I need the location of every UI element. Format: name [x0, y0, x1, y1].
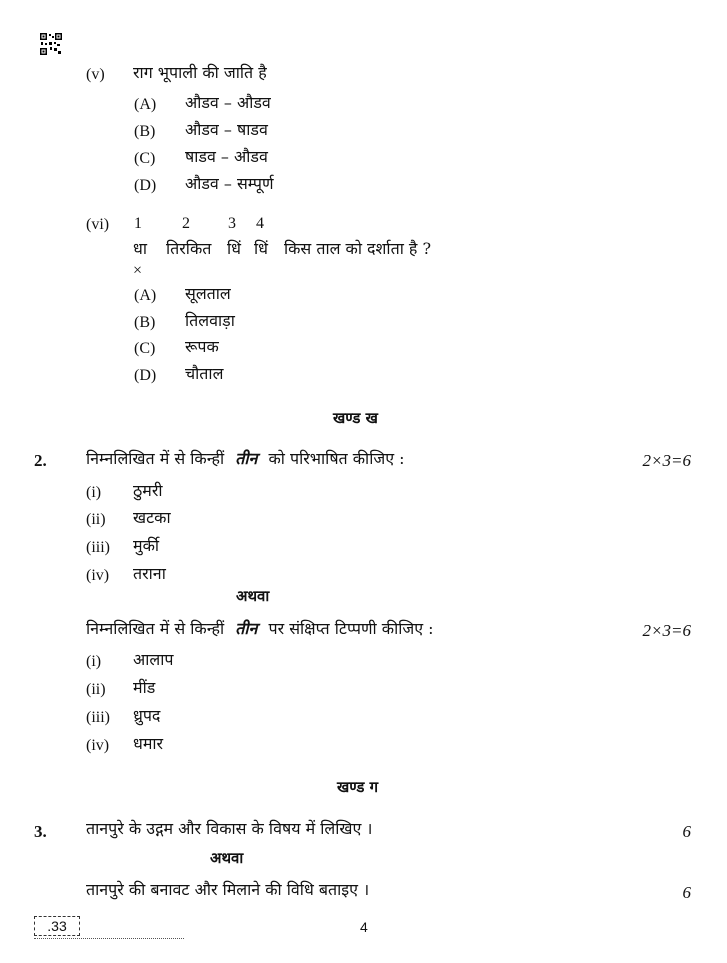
question-2-text — [86, 451, 405, 467]
item-label: (iv) — [86, 567, 110, 584]
or-label: अथवा — [210, 849, 244, 867]
beat-number: 4 — [256, 215, 264, 232]
footer-barcode-line — [34, 938, 184, 939]
bol: तिरकित — [166, 239, 212, 258]
question-2-emphasis: तीन — [235, 449, 258, 468]
beat-number: 2 — [182, 215, 190, 232]
sam-mark: × — [133, 262, 143, 279]
qr-code-icon — [40, 33, 62, 55]
option-text: षाडव – औडव — [185, 147, 268, 166]
bol: धिं — [227, 239, 241, 258]
item-label: (iii) — [86, 539, 110, 556]
question-2-pre: निम्नलिखित में से किन्हीं — [86, 449, 225, 468]
item-text: आलाप — [133, 650, 174, 669]
question-2-alt-pre: निम्नलिखित में से किन्हीं — [86, 619, 225, 638]
item-label: (ii) — [86, 681, 106, 698]
option-label: (A) — [134, 287, 157, 304]
question-3-alt-text: तानपुरे की बनावट और मिलाने की विधि बताइए । — [86, 880, 370, 899]
item-label: (ii) — [86, 511, 106, 528]
paper-code: .33 — [34, 916, 80, 936]
option-text: औडव – औडव — [185, 93, 271, 112]
item-label: (iii) — [86, 709, 110, 726]
option-text: सूलताल — [185, 284, 231, 303]
beat-number: 1 — [134, 215, 142, 232]
option-label: (C) — [134, 150, 156, 167]
option-label: (A) — [134, 96, 157, 113]
question-3-marks: 6 — [682, 822, 691, 841]
beat-number: 3 — [228, 215, 236, 232]
question-2-alt-post: पर संक्षिप्त टिप्पणी कीजिए : — [268, 619, 434, 638]
item-text: ठुमरी — [133, 481, 163, 500]
option-text: रूपक — [185, 337, 219, 356]
question-3-text: तानपुरे के उद्गम और विकास के विषय में लिखिए । — [86, 819, 373, 838]
question-vi-text: किस ताल को दर्शाता है ? — [284, 239, 432, 258]
question-2-post: को परिभाषित कीजिए : — [268, 449, 405, 468]
item-text: मुर्की — [133, 536, 160, 555]
option-text: औडव – सम्पूर्ण — [185, 174, 274, 193]
item-label: (i) — [86, 653, 102, 670]
option-label: (B) — [134, 123, 156, 140]
option-text: चौताल — [185, 364, 224, 383]
item-text: मींड — [133, 678, 156, 697]
question-vi-number: (vi) — [86, 216, 110, 233]
bol: धा — [133, 239, 147, 258]
question-3-number: 3. — [34, 822, 47, 841]
item-text: ध्रुपद — [133, 706, 161, 725]
item-label: (i) — [86, 484, 102, 501]
option-label: (C) — [134, 340, 156, 357]
page-number: 4 — [360, 919, 368, 935]
item-label: (iv) — [86, 737, 110, 754]
bol: धिं — [254, 239, 268, 258]
question-v-number: (v) — [86, 66, 105, 83]
option-text: तिलवाड़ा — [185, 311, 235, 330]
option-label: (D) — [134, 367, 157, 384]
question-v-text: राग भूपाली की जाति है — [133, 63, 267, 82]
item-text: खटका — [133, 508, 171, 527]
question-2-marks: 2×3=6 — [642, 451, 691, 470]
section-b-title: खण्ड ख — [333, 409, 378, 427]
question-2-number: 2. — [34, 451, 47, 470]
question-2-alt-text — [86, 621, 434, 637]
or-label: अथवा — [236, 587, 270, 605]
question-3-alt-marks: 6 — [682, 883, 691, 902]
section-c-title: खण्ड ग — [337, 778, 379, 796]
item-text: तराना — [133, 564, 166, 583]
question-2-alt-marks: 2×3=6 — [642, 621, 691, 640]
option-text: औडव – षाडव — [185, 120, 268, 139]
question-2-alt-emphasis: तीन — [235, 619, 258, 638]
option-label: (D) — [134, 177, 157, 194]
item-text: धमार — [133, 734, 164, 753]
option-label: (B) — [134, 314, 156, 331]
